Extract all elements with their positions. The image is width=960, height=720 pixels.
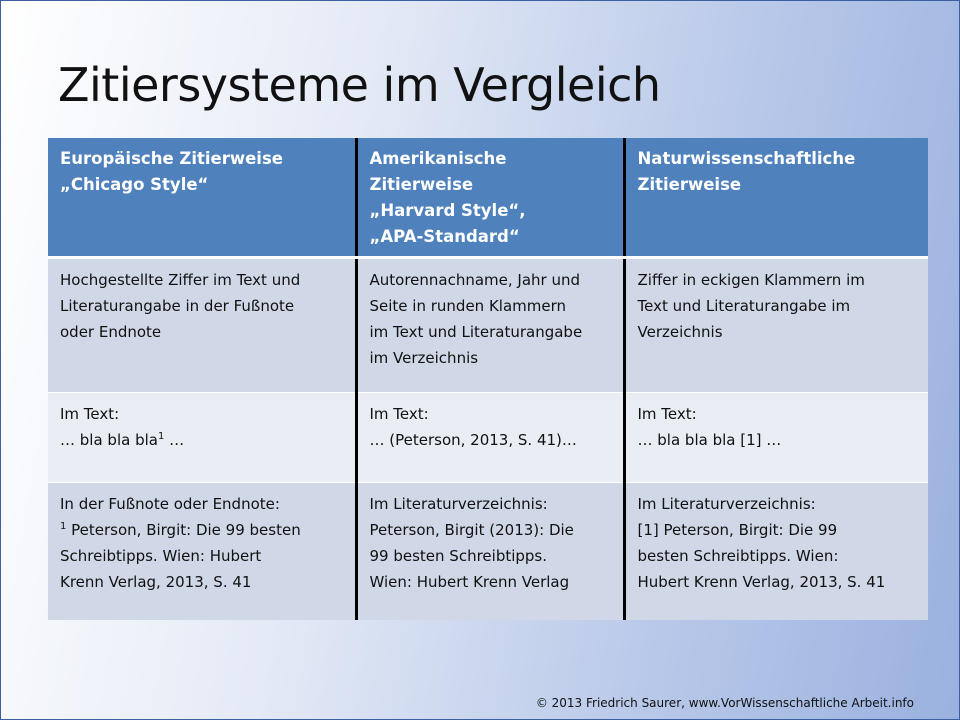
cell-reference-scientific: Im Literaturverzeichnis: [1] Peterson, Birgit: Die 99 besten Schreibtipps. Wien: Hubert Krenn Verlag, 2013, S. 41	[624, 483, 928, 620]
cell-description-scientific: Ziffer in eckigen Klammern im Text und Literaturangabe im Verzeichnis	[624, 258, 928, 393]
cell-in-text-european: Im Text: … bla bla bla$^1$ …	[48, 393, 356, 483]
footnote-marker: 1	[157, 431, 165, 442]
table-row-in-text	[48, 393, 928, 483]
header-european: Europäische Zitierweise „Chicago Style“	[48, 138, 356, 258]
table-row-reference	[48, 483, 928, 620]
cell-reference-european: In der Fußnote oder Endnote: $^1$ Peterson, Birgit: Die 99 besten Schreibtipps. Wien: Hubert Krenn Verlag, 2013, S. 41	[48, 483, 356, 620]
header-american: Amerikanische Zitierweise „Harvard Style“, „APA-Standard“	[356, 138, 624, 258]
slide-title: Zitiersysteme im Vergleich	[58, 58, 661, 112]
cell-description-american: Autorennachname, Jahr und Seite in runden Klammern im Text und Literaturangabe im Verzeichnis	[356, 258, 624, 393]
cell-description-european: Hochgestellte Ziffer im Text und Literaturangabe in der Fußnote oder Endnote	[48, 258, 356, 393]
comparison-table	[48, 138, 928, 620]
cell-in-text-american: Im Text: … (Peterson, 2013, S. 41)…	[356, 393, 624, 483]
table-header-row	[48, 138, 928, 258]
table-row-description	[48, 258, 928, 393]
footnote-marker: 1	[60, 521, 67, 532]
header-scientific: Naturwissenschaftliche Zitierweise	[624, 138, 928, 258]
copyright-footer: © 2013 Friedrich Saurer, www.VorWissenschaftliche Arbeit.info	[535, 696, 914, 710]
cell-reference-american: Im Literaturverzeichnis: Peterson, Birgit (2013): Die 99 besten Schreibtipps. Wien: Hubert Krenn Verlag	[356, 483, 624, 620]
cell-in-text-scientific: Im Text: … bla bla bla [1] …	[624, 393, 928, 483]
